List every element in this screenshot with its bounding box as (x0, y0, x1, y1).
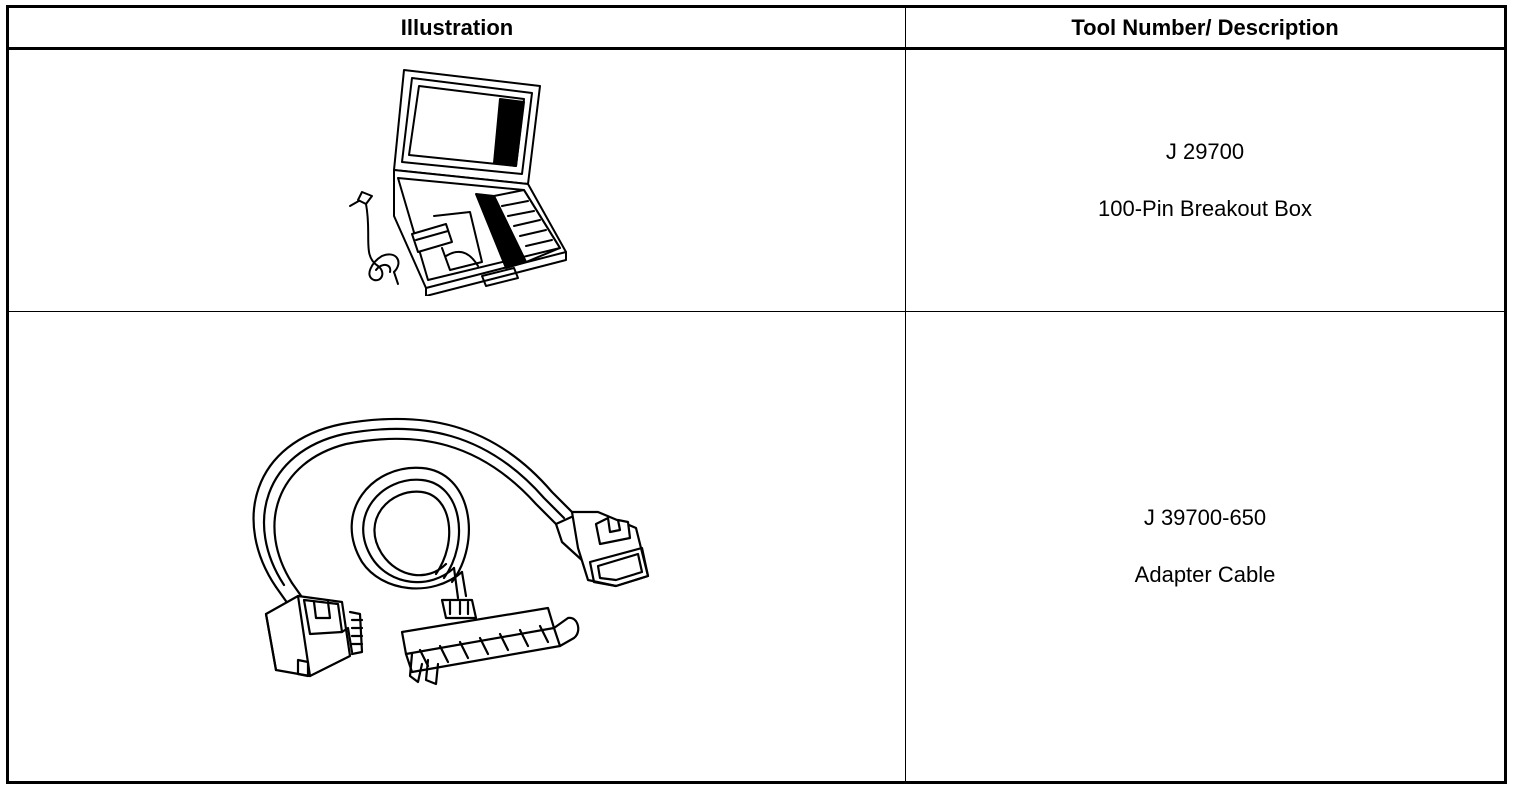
header-illustration (9, 8, 906, 50)
tool-number: J 39700-650 (1143, 505, 1267, 531)
header-illustration-label: Illustration (400, 14, 514, 40)
tool-description: Adapter Cable (1134, 561, 1276, 587)
special-tools-table (6, 5, 1507, 784)
header-tool-description-label: Tool Number/ Description (1071, 14, 1339, 40)
table-row-1-illustration (9, 50, 906, 312)
table-row-2-illustration (9, 312, 906, 781)
tool-number: J 29700 (1165, 139, 1245, 165)
table-row-2-description (906, 312, 1504, 781)
table-row-1-description (906, 50, 1504, 312)
tool-description: 100-Pin Breakout Box (1097, 195, 1313, 221)
adapter-cable-icon (232, 402, 682, 692)
header-tool-description (906, 8, 1504, 50)
breakout-box-kit-icon (342, 66, 572, 296)
